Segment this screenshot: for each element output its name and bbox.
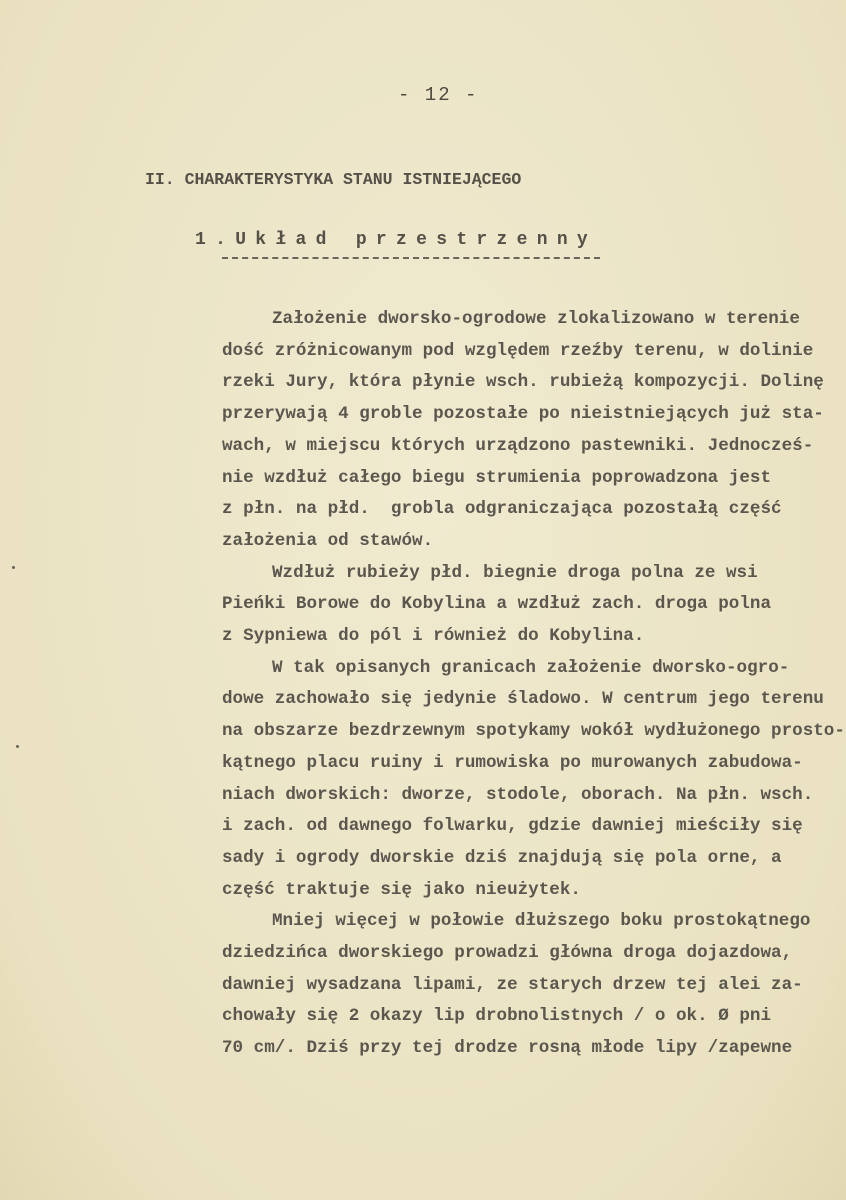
text-line: niach dworskich: dworze, stodole, oborach. Na płn. wsch. <box>222 784 814 805</box>
page-number: - 12 - <box>398 84 479 106</box>
heading-underline <box>222 257 600 259</box>
text-line: dawniej wysadzana lipami, ze starych drzew tej alei za- <box>222 974 803 995</box>
section-heading: II. CHARAKTERYSTYKA STANU ISTNIEJĄCEGO <box>145 170 522 189</box>
text-line: dziedzińca dworskiego prowadzi główna droga dojazdowa, <box>222 943 793 964</box>
text-line: dość zróżnicowanym pod względem rzeźby terenu, w dolinie <box>222 340 814 361</box>
text-line: na obszarze bezdrzewnym spotykamy wokół wydłużonego prosto- <box>222 721 845 742</box>
text-line: z płn. na płd. grobla odgraniczająca pozostałą część <box>222 499 782 520</box>
text-line: Pieńki Borowe do Kobylina a wzdłuż zach. droga polna <box>222 594 772 615</box>
text-line: kątnego placu ruiny i rumowiska po murowanych zabudowa- <box>222 752 803 773</box>
text-line: założenia od stawów. <box>222 530 434 551</box>
scan-speck <box>12 566 15 569</box>
text-line: i zach. od dawnego folwarku, gdzie dawniej mieściły się <box>222 816 803 837</box>
text-line: Wzdłuż rubieży płd. biegnie droga polna ze wsi <box>272 562 758 583</box>
text-line: wach, w miejscu których urządzono pastewniki. Jednocześ- <box>222 435 814 456</box>
text-line: część traktuje się jako nieużytek. <box>222 879 581 900</box>
text-line: chowały się 2 okazy lip drobnolistnych / o ok. Ø pni <box>222 1006 772 1027</box>
scan-speck <box>16 745 19 748</box>
text-line: rzeki Jury, która płynie wsch. rubieżą kompozycji. Dolinę <box>222 372 824 393</box>
subsection-heading: 1.Układ przestrzenny <box>195 230 598 250</box>
text-line: Założenie dworsko-ogrodowe zlokalizowano w terenie <box>272 309 800 329</box>
text-line: z Sypniewa do pól i również do Kobylina. <box>222 626 645 647</box>
text-line: nie wzdłuż całego biegu strumienia poprowadzona jest <box>222 467 772 488</box>
text-line: sady i ogrody dworskie dziś znajdują się pola orne, a <box>222 847 782 868</box>
text-line: 70 cm/. Dziś przy tej drodze rosną młode lipy /zapewne <box>222 1038 793 1059</box>
text-line: przerywają 4 groble pozostałe po nieistniejących już sta- <box>222 404 824 425</box>
text-line: dowe zachowało się jedynie śladowo. W centrum jego terenu <box>222 689 824 710</box>
text-line: W tak opisanych granicach założenie dworsko-ogro- <box>272 657 790 678</box>
text-line: Mniej więcej w połowie dłuższego boku prostokątnego <box>272 911 811 932</box>
body-text <box>222 304 845 1065</box>
